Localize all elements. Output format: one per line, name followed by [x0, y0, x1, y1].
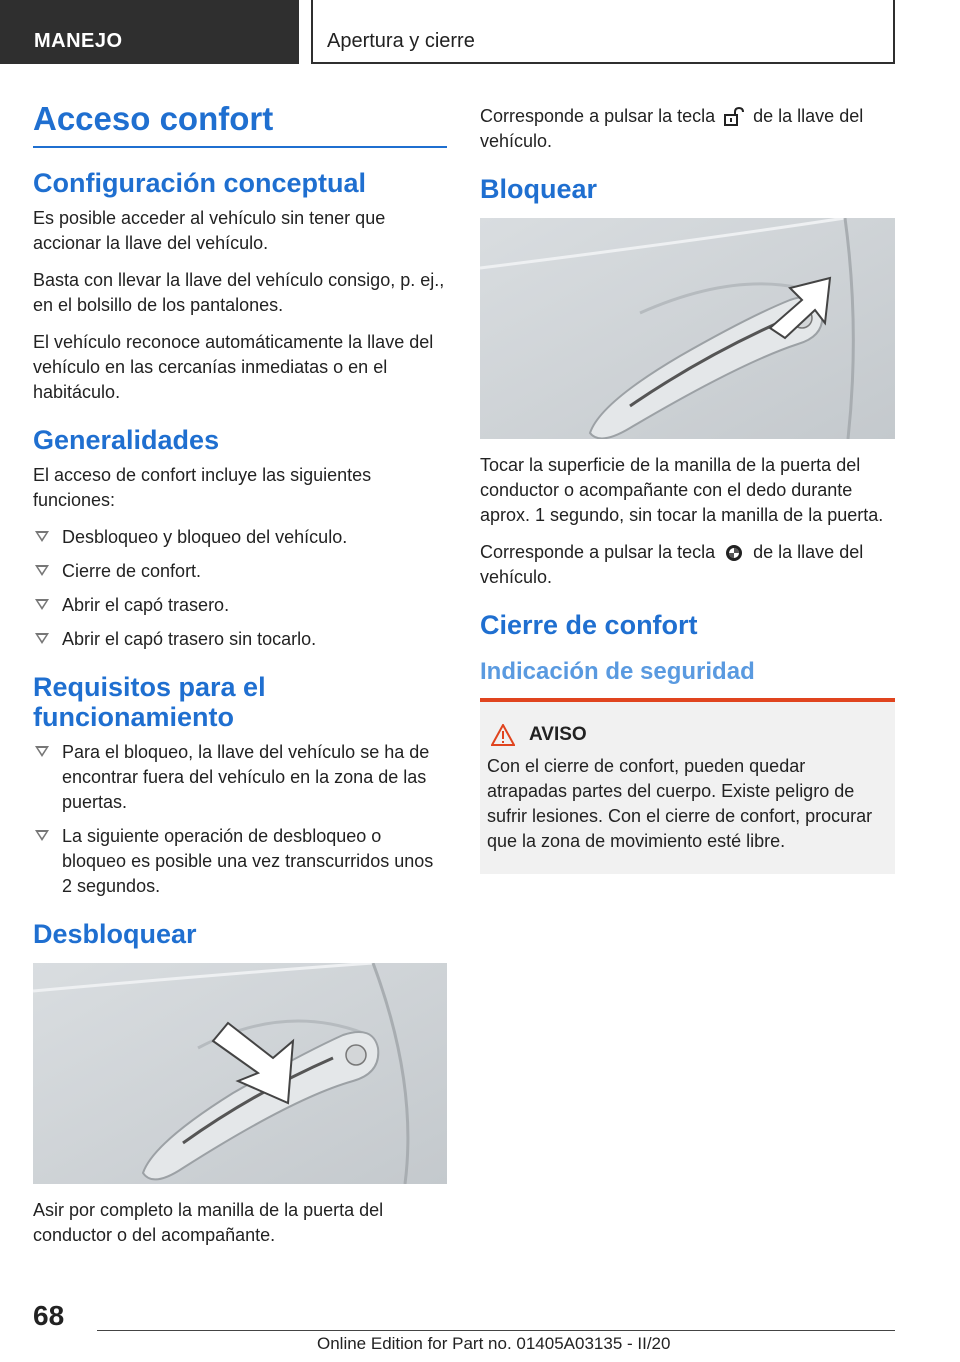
lock-heading: Bloquear: [480, 174, 598, 204]
requirements-list: [33, 740, 447, 899]
list-item: Para el bloqueo, la llave del vehículo se ha de encontrar fuera del vehículo en la zona de las puertas.: [33, 740, 447, 815]
chapter-label: Apertura y cierre: [327, 30, 475, 52]
unlock-key-icon: [721, 107, 747, 127]
page-title: Acceso confort: [33, 100, 447, 148]
list-item: La siguiente operación de desbloqueo o bloqueo es posible una vez transcurridos unos 2 segundos.: [33, 824, 447, 899]
door-handle-unlock-image: [33, 963, 447, 1184]
list-item: Cierre de confort.: [33, 559, 447, 584]
concept-paragraph-3: El vehículo reconoce automáticamente la llave del vehículo en las cercanías inmediatas o en el habitáculo.: [33, 332, 434, 402]
warning-text: Con el cierre de confort, pueden quedar atrapadas partes del cuerpo. Existe peligro de sufrir lesiones. Con el cierre de confort, procurar que la zona de movimiento esté libre.: [487, 756, 873, 851]
general-heading: Generalidades: [33, 425, 220, 455]
unlock-key-text: Corresponde a pulsar la tecla de la llave del vehículo.: [480, 106, 864, 151]
unlock-heading: Desbloquear: [33, 919, 197, 949]
lock-text: Tocar la superficie de la manilla de la puerta del conductor o acompañante con el dedo durante aprox. 1 segundo, sin tocar la manilla de la puerta.: [480, 455, 884, 525]
safety-subheading: Indicación de seguridad: [480, 658, 755, 685]
unlock-text: Asir por completo la manilla de la puerta del conductor o del acompañante.: [33, 1200, 384, 1245]
bmw-logo-key-icon: [721, 543, 747, 563]
general-list: [33, 525, 447, 652]
section-label: MANEJO: [34, 30, 123, 52]
concept-heading: Configuración conceptual: [33, 168, 367, 198]
footer-divider: [97, 1330, 895, 1331]
bullet-triangle-icon: [35, 531, 49, 542]
list-item: Abrir el capó trasero sin tocarlo.: [33, 627, 447, 652]
general-intro: El acceso de confort incluye las siguientes funciones:: [33, 465, 372, 510]
bullet-triangle-icon: [35, 633, 49, 644]
list-item: Desbloqueo y bloqueo del vehículo.: [33, 525, 447, 550]
bullet-triangle-icon: [35, 599, 49, 610]
bullet-triangle-icon: [35, 830, 49, 841]
section-tab: [0, 0, 299, 64]
concept-paragraph-2: Basta con llevar la llave del vehículo consigo, p. ej., en el bolsillo de los pantalones.: [33, 270, 445, 315]
bullet-triangle-icon: [35, 746, 49, 757]
right-column: [480, 100, 895, 874]
warning-triangle-icon: [491, 724, 515, 746]
page-number: 68: [33, 1300, 65, 1331]
bullet-triangle-icon: [35, 565, 49, 576]
requirements-heading: Requisitos para el funcionamiento: [33, 672, 266, 732]
left-column: [33, 100, 447, 1260]
warning-box: [480, 698, 895, 874]
door-handle-lock-image: [480, 218, 895, 439]
footer-edition: Online Edition for Part no. 01405A03135 - II/20: [317, 1334, 671, 1353]
concept-paragraph-1: Es posible acceder al vehículo sin tener que accionar la llave del vehículo.: [33, 208, 386, 253]
warning-title: AVISO: [491, 724, 888, 746]
comfort-heading: Cierre de confort: [480, 610, 698, 640]
chapter-tab: [311, 0, 895, 64]
lock-key-text: Corresponde a pulsar la tecla de la llave del vehículo.: [480, 542, 864, 587]
list-item: Abrir el capó trasero.: [33, 593, 447, 618]
